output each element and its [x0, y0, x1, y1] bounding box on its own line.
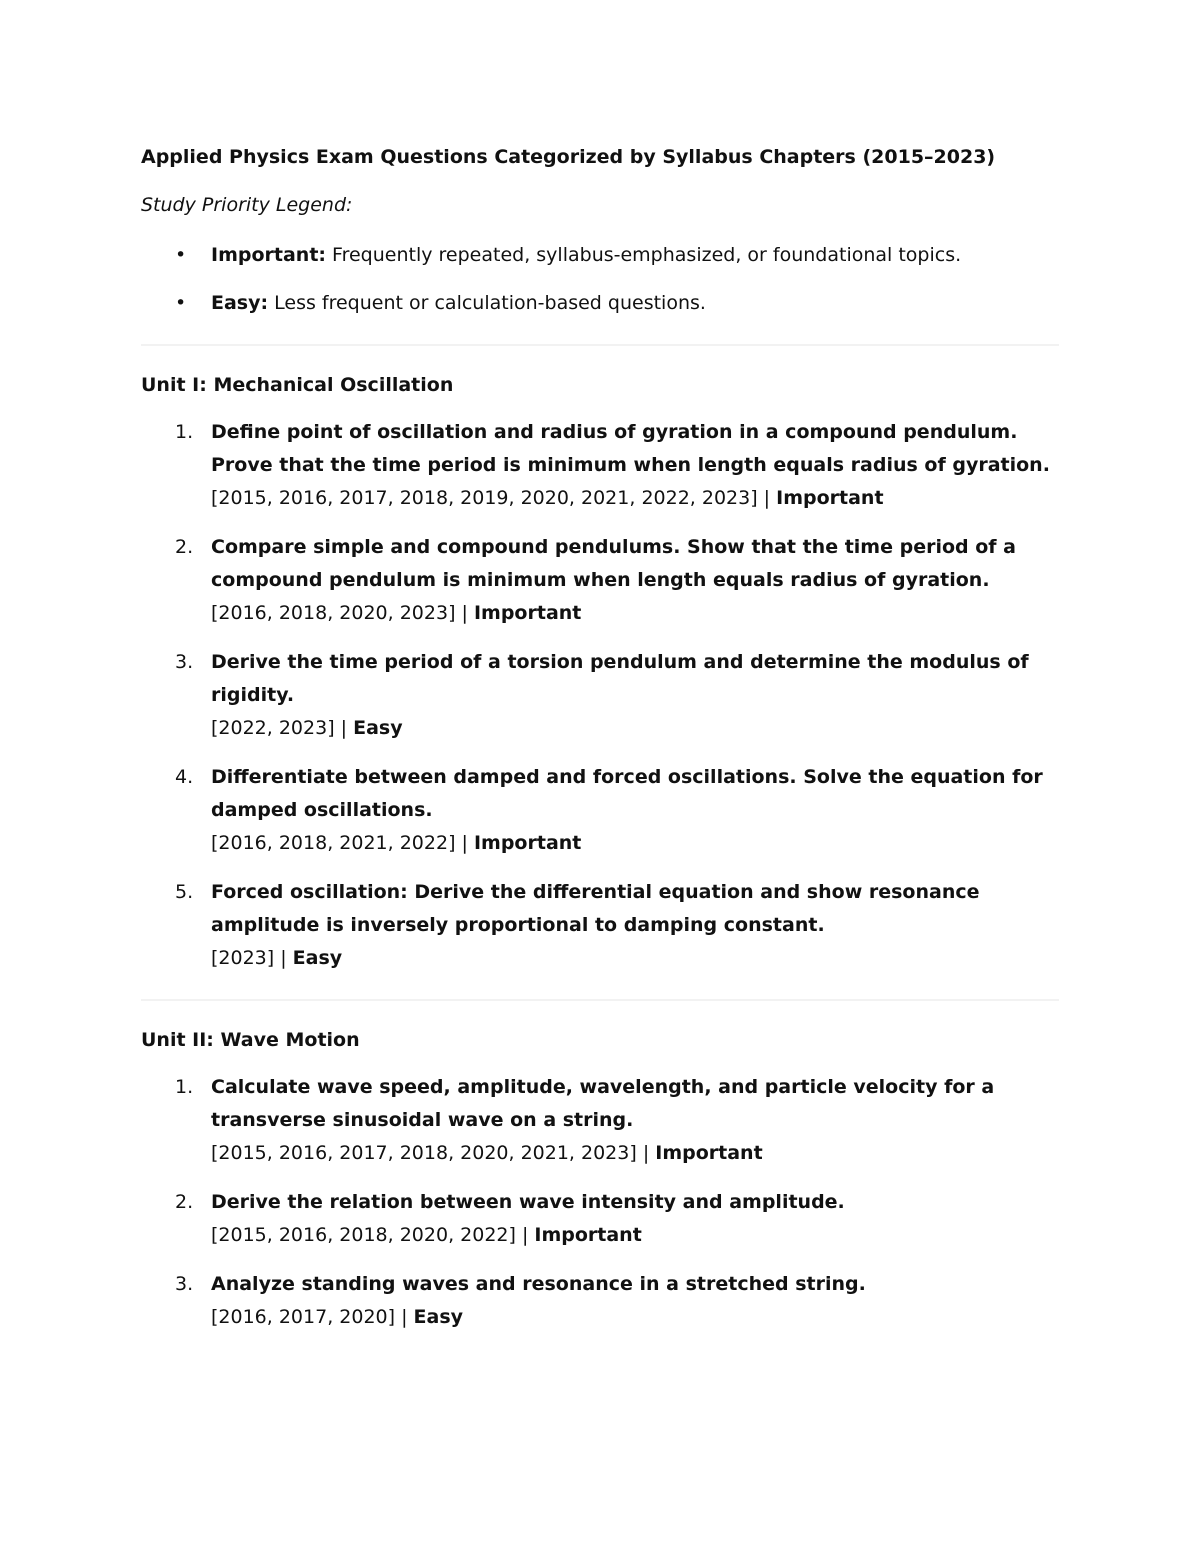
question-list — [141, 1071, 1059, 1334]
question-years: [2016, 2018, 2021, 2022] | — [211, 832, 474, 854]
document-page — [141, 140, 1059, 1350]
question-text: Define point of oscillation and radius of gyration in a compound pendulum. Prove that the time period is minimum when length equals radius of gyration. — [211, 421, 1050, 476]
question-number: 1. — [175, 421, 194, 443]
question-item — [141, 876, 1059, 975]
question-number: 5. — [175, 881, 194, 903]
question-meta — [211, 1301, 1059, 1334]
question-text: Derive the relation between wave intensity and amplitude. — [211, 1191, 845, 1213]
question-item — [141, 1268, 1059, 1334]
priority-tag: Important — [655, 1142, 763, 1164]
unit-title: Unit I: Mechanical Oscillation — [141, 374, 454, 396]
question-text: Forced oscillation: Derive the differential equation and show resonance amplitude is inversely proportional to damping constant. — [211, 881, 980, 936]
bullet-icon: • — [175, 244, 187, 266]
priority-tag: Easy — [413, 1306, 464, 1328]
question-years: [2015, 2016, 2017, 2018, 2019, 2020, 2021, 2022, 2023] | — [211, 487, 777, 509]
question-item — [141, 1186, 1059, 1252]
question-meta — [211, 482, 1059, 515]
priority-tag: Important — [534, 1224, 642, 1246]
question-years: [2023] | — [211, 947, 293, 969]
question-text: Analyze standing waves and resonance in a stretched string. — [211, 1273, 866, 1295]
question-meta — [211, 597, 1059, 630]
question-item — [141, 531, 1059, 630]
priority-tag: Important — [776, 487, 884, 509]
section-divider — [141, 344, 1059, 346]
question-text: Differentiate between damped and forced oscillations. Solve the equation for damped oscillations. — [211, 766, 1043, 821]
legend-label: Important: — [211, 244, 327, 266]
section-divider — [141, 999, 1059, 1001]
priority-tag: Important — [473, 832, 582, 854]
question-years: [2015, 2016, 2017, 2018, 2020, 2021, 2023] | — [211, 1142, 656, 1164]
question-years: [2015, 2016, 2018, 2020, 2022] | — [211, 1224, 535, 1246]
legend-label: Easy: — [211, 292, 269, 314]
unit-section-1 — [141, 368, 1059, 975]
question-text: Derive the time period of a torsion pendulum and determine the modulus of rigidity. — [211, 651, 1029, 706]
legend-text: Less frequent or calculation-based questions. — [268, 292, 706, 314]
legend-heading: Study Priority Legend: — [141, 194, 353, 216]
question-item — [141, 761, 1059, 860]
question-number: 2. — [175, 1191, 194, 1213]
bullet-icon: • — [175, 292, 187, 314]
question-list — [141, 416, 1059, 975]
question-number: 4. — [175, 766, 194, 788]
question-years: [2016, 2018, 2020, 2023] | — [211, 602, 474, 624]
question-item — [141, 646, 1059, 745]
priority-tag: Important — [473, 602, 582, 624]
question-number: 3. — [175, 1273, 194, 1295]
question-meta — [211, 712, 1059, 745]
question-meta — [211, 1137, 1059, 1170]
legend-item-easy — [141, 286, 1059, 320]
legend-item-important — [141, 238, 1059, 272]
question-number: 3. — [175, 651, 194, 673]
question-meta — [211, 1219, 1059, 1252]
question-number: 1. — [175, 1076, 194, 1098]
unit-title: Unit II: Wave Motion — [141, 1029, 360, 1051]
question-item — [141, 416, 1059, 515]
question-meta — [211, 827, 1059, 860]
question-number: 2. — [175, 536, 194, 558]
priority-tag: Easy — [353, 717, 403, 739]
question-meta — [211, 942, 1059, 975]
priority-tag: Easy — [292, 947, 343, 969]
question-years: [2022, 2023] | — [211, 717, 354, 739]
question-text: Calculate wave speed, amplitude, wavelength, and particle velocity for a transverse sinusoidal wave on a string. — [211, 1076, 995, 1131]
document-title: Applied Physics Exam Questions Categorized by Syllabus Chapters (2015–2023) — [141, 146, 996, 168]
unit-section-2 — [141, 1023, 1059, 1334]
question-item — [141, 1071, 1059, 1170]
legend-list — [141, 238, 1059, 320]
question-text: Compare simple and compound pendulums. Show that the time period of a compound pendulum is minimum when length equals radius of gyration. — [211, 536, 1016, 591]
legend-text: Frequently repeated, syllabus-emphasized, or foundational topics. — [326, 244, 962, 266]
question-years: [2016, 2017, 2020] | — [211, 1306, 414, 1328]
